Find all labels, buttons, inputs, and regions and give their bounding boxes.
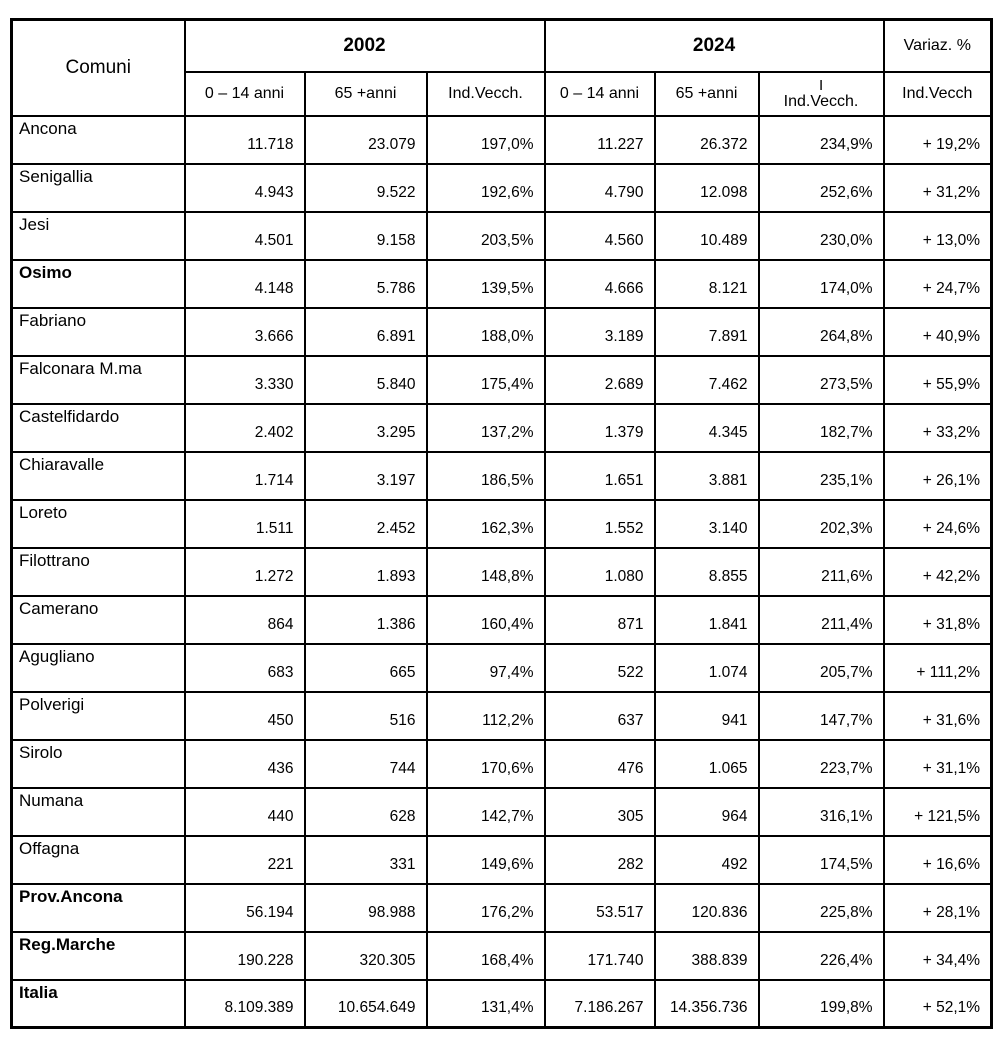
cell-2002-0-14: 221 bbox=[185, 836, 305, 884]
comune-name: Loreto bbox=[12, 500, 185, 548]
comune-name: Ancona bbox=[12, 116, 185, 164]
cell-2024-indvecch: 202,3% bbox=[759, 500, 884, 548]
table-row bbox=[12, 932, 992, 980]
comune-name: Chiaravalle bbox=[12, 452, 185, 500]
cell-2024-65plus: 492 bbox=[655, 836, 759, 884]
table-row bbox=[12, 500, 992, 548]
cell-2002-65plus: 628 bbox=[305, 788, 427, 836]
cell-2002-65plus: 5.840 bbox=[305, 356, 427, 404]
comune-name: Agugliano bbox=[12, 644, 185, 692]
comune-name: Fabriano bbox=[12, 308, 185, 356]
comune-name: Reg.Marche bbox=[12, 932, 185, 980]
cell-2024-indvecch: 264,8% bbox=[759, 308, 884, 356]
table-row bbox=[12, 260, 992, 308]
cell-2024-0-14: 305 bbox=[545, 788, 655, 836]
cell-variaz: + 19,2% bbox=[884, 116, 992, 164]
group-header-row bbox=[12, 20, 992, 72]
comune-name: Italia bbox=[12, 980, 185, 1028]
col-2002-0-14-header: 0 – 14 anni bbox=[185, 72, 305, 116]
cell-2002-indvecch: 97,4% bbox=[427, 644, 545, 692]
cell-variaz: + 34,4% bbox=[884, 932, 992, 980]
cell-2024-0-14: 522 bbox=[545, 644, 655, 692]
cell-2024-indvecch: 235,1% bbox=[759, 452, 884, 500]
aging-index-table bbox=[10, 18, 993, 1029]
cell-2024-0-14: 476 bbox=[545, 740, 655, 788]
table-row bbox=[12, 692, 992, 740]
cell-2002-65plus: 1.386 bbox=[305, 596, 427, 644]
cell-2002-indvecch: 139,5% bbox=[427, 260, 545, 308]
cell-variaz: + 16,6% bbox=[884, 836, 992, 884]
cell-2002-0-14: 440 bbox=[185, 788, 305, 836]
cell-2002-0-14: 4.501 bbox=[185, 212, 305, 260]
cell-2002-65plus: 10.654.649 bbox=[305, 980, 427, 1028]
cell-2002-indvecch: 131,4% bbox=[427, 980, 545, 1028]
cell-2024-65plus: 964 bbox=[655, 788, 759, 836]
table-row bbox=[12, 404, 992, 452]
cell-2002-65plus: 3.295 bbox=[305, 404, 427, 452]
col-2024-0-14-header: 0 – 14 anni bbox=[545, 72, 655, 116]
cell-2002-indvecch: 148,8% bbox=[427, 548, 545, 596]
cell-variaz: + 13,0% bbox=[884, 212, 992, 260]
cell-2024-65plus: 10.489 bbox=[655, 212, 759, 260]
cell-2002-indvecch: 197,0% bbox=[427, 116, 545, 164]
col-variaz-indvecch-header: Ind.Vecch bbox=[884, 72, 992, 116]
cell-2002-0-14: 3.666 bbox=[185, 308, 305, 356]
cell-2024-indvecch: 252,6% bbox=[759, 164, 884, 212]
cell-2024-65plus: 3.140 bbox=[655, 500, 759, 548]
comune-name: Sirolo bbox=[12, 740, 185, 788]
cell-2002-0-14: 8.109.389 bbox=[185, 980, 305, 1028]
cell-variaz: + 24,6% bbox=[884, 500, 992, 548]
cell-2002-65plus: 665 bbox=[305, 644, 427, 692]
cell-2002-0-14: 190.228 bbox=[185, 932, 305, 980]
cell-2002-0-14: 1.511 bbox=[185, 500, 305, 548]
table-body bbox=[12, 116, 992, 1028]
cell-2024-65plus: 388.839 bbox=[655, 932, 759, 980]
cell-variaz: + 31,1% bbox=[884, 740, 992, 788]
cell-2024-indvecch: 230,0% bbox=[759, 212, 884, 260]
cell-2024-indvecch: 174,0% bbox=[759, 260, 884, 308]
table-row bbox=[12, 788, 992, 836]
year-2002-group-header: 2002 bbox=[185, 20, 545, 72]
year-2024-group-header: 2024 bbox=[545, 20, 884, 72]
comune-name: Osimo bbox=[12, 260, 185, 308]
cell-variaz: + 111,2% bbox=[884, 644, 992, 692]
cell-2024-65plus: 1.074 bbox=[655, 644, 759, 692]
cell-variaz: + 42,2% bbox=[884, 548, 992, 596]
comune-name: Numana bbox=[12, 788, 185, 836]
col-2002-65plus-header: 65 +anni bbox=[305, 72, 427, 116]
table-row bbox=[12, 356, 992, 404]
cell-variaz: + 26,1% bbox=[884, 452, 992, 500]
cell-2002-0-14: 4.148 bbox=[185, 260, 305, 308]
cell-2024-indvecch: 205,7% bbox=[759, 644, 884, 692]
cell-2002-65plus: 320.305 bbox=[305, 932, 427, 980]
cell-2002-65plus: 5.786 bbox=[305, 260, 427, 308]
cell-2002-0-14: 3.330 bbox=[185, 356, 305, 404]
col-2002-indvecch-header: Ind.Vecch. bbox=[427, 72, 545, 116]
cell-variaz: + 55,9% bbox=[884, 356, 992, 404]
cell-2002-0-14: 4.943 bbox=[185, 164, 305, 212]
cell-2024-indvecch: 225,8% bbox=[759, 884, 884, 932]
table-row bbox=[12, 740, 992, 788]
cell-2002-65plus: 744 bbox=[305, 740, 427, 788]
cell-2002-65plus: 331 bbox=[305, 836, 427, 884]
cell-2024-indvecch: 211,4% bbox=[759, 596, 884, 644]
table-row bbox=[12, 836, 992, 884]
cell-2002-65plus: 9.522 bbox=[305, 164, 427, 212]
cell-variaz: + 24,7% bbox=[884, 260, 992, 308]
comune-name: Offagna bbox=[12, 836, 185, 884]
cell-2024-65plus: 4.345 bbox=[655, 404, 759, 452]
cell-2002-indvecch: 142,7% bbox=[427, 788, 545, 836]
cell-2002-indvecch: 168,4% bbox=[427, 932, 545, 980]
cell-2002-65plus: 3.197 bbox=[305, 452, 427, 500]
col-2024-indvecch-header bbox=[759, 72, 884, 116]
cell-2002-65plus: 2.452 bbox=[305, 500, 427, 548]
cell-2024-indvecch: 174,5% bbox=[759, 836, 884, 884]
cell-variaz: + 33,2% bbox=[884, 404, 992, 452]
cell-2002-indvecch: 188,0% bbox=[427, 308, 545, 356]
cell-2002-indvecch: 176,2% bbox=[427, 884, 545, 932]
cell-2002-indvecch: 149,6% bbox=[427, 836, 545, 884]
comune-name: Jesi bbox=[12, 212, 185, 260]
table-row bbox=[12, 644, 992, 692]
table-row bbox=[12, 116, 992, 164]
table-row bbox=[12, 596, 992, 644]
cell-2024-65plus: 7.462 bbox=[655, 356, 759, 404]
cell-2002-0-14: 2.402 bbox=[185, 404, 305, 452]
col-2024-indvecch-header-stray-i: I bbox=[818, 76, 824, 94]
cell-2024-65plus: 7.891 bbox=[655, 308, 759, 356]
cell-2024-0-14: 1.552 bbox=[545, 500, 655, 548]
cell-2024-indvecch: 199,8% bbox=[759, 980, 884, 1028]
cell-2024-indvecch: 147,7% bbox=[759, 692, 884, 740]
cell-2002-indvecch: 170,6% bbox=[427, 740, 545, 788]
cell-2024-0-14: 4.790 bbox=[545, 164, 655, 212]
cell-2024-0-14: 2.689 bbox=[545, 356, 655, 404]
cell-2024-0-14: 53.517 bbox=[545, 884, 655, 932]
cell-variaz: + 31,8% bbox=[884, 596, 992, 644]
cell-2002-0-14: 864 bbox=[185, 596, 305, 644]
cell-2024-65plus: 8.855 bbox=[655, 548, 759, 596]
cell-2024-65plus: 14.356.736 bbox=[655, 980, 759, 1028]
table-row bbox=[12, 308, 992, 356]
cell-2002-indvecch: 175,4% bbox=[427, 356, 545, 404]
cell-2024-65plus: 941 bbox=[655, 692, 759, 740]
cell-2024-65plus: 8.121 bbox=[655, 260, 759, 308]
cell-2024-0-14: 4.560 bbox=[545, 212, 655, 260]
cell-2002-indvecch: 162,3% bbox=[427, 500, 545, 548]
cell-2024-0-14: 871 bbox=[545, 596, 655, 644]
cell-2024-0-14: 1.379 bbox=[545, 404, 655, 452]
cell-2024-65plus: 120.836 bbox=[655, 884, 759, 932]
col-2024-65plus-header: 65 +anni bbox=[655, 72, 759, 116]
comune-name: Castelfidardo bbox=[12, 404, 185, 452]
table-row bbox=[12, 212, 992, 260]
cell-2002-65plus: 98.988 bbox=[305, 884, 427, 932]
cell-2024-0-14: 7.186.267 bbox=[545, 980, 655, 1028]
comune-name: Falconara M.ma bbox=[12, 356, 185, 404]
cell-2024-65plus: 12.098 bbox=[655, 164, 759, 212]
cell-2024-0-14: 11.227 bbox=[545, 116, 655, 164]
cell-2024-0-14: 171.740 bbox=[545, 932, 655, 980]
cell-2002-65plus: 1.893 bbox=[305, 548, 427, 596]
table-row bbox=[12, 884, 992, 932]
cell-2024-0-14: 282 bbox=[545, 836, 655, 884]
cell-2002-0-14: 1.272 bbox=[185, 548, 305, 596]
table-row bbox=[12, 164, 992, 212]
cell-2002-0-14: 11.718 bbox=[185, 116, 305, 164]
cell-2002-indvecch: 137,2% bbox=[427, 404, 545, 452]
cell-variaz: + 52,1% bbox=[884, 980, 992, 1028]
comune-name: Senigallia bbox=[12, 164, 185, 212]
cell-variaz: + 31,2% bbox=[884, 164, 992, 212]
cell-2002-indvecch: 112,2% bbox=[427, 692, 545, 740]
cell-2024-65plus: 1.841 bbox=[655, 596, 759, 644]
cell-2024-0-14: 637 bbox=[545, 692, 655, 740]
cell-2024-indvecch: 211,6% bbox=[759, 548, 884, 596]
cell-2002-0-14: 683 bbox=[185, 644, 305, 692]
cell-2024-65plus: 1.065 bbox=[655, 740, 759, 788]
cell-2024-indvecch: 316,1% bbox=[759, 788, 884, 836]
table-row bbox=[12, 452, 992, 500]
variaz-percent-header: Variaz. % bbox=[884, 20, 992, 72]
cell-2002-65plus: 516 bbox=[305, 692, 427, 740]
comune-name: Camerano bbox=[12, 596, 185, 644]
cell-2002-0-14: 1.714 bbox=[185, 452, 305, 500]
cell-2002-indvecch: 203,5% bbox=[427, 212, 545, 260]
cell-2024-0-14: 4.666 bbox=[545, 260, 655, 308]
cell-2002-indvecch: 186,5% bbox=[427, 452, 545, 500]
col-2024-indvecch-header-label: Ind.Vecch. bbox=[783, 92, 859, 110]
cell-variaz: + 40,9% bbox=[884, 308, 992, 356]
cell-2024-65plus: 26.372 bbox=[655, 116, 759, 164]
cell-variaz: + 121,5% bbox=[884, 788, 992, 836]
cell-2002-65plus: 9.158 bbox=[305, 212, 427, 260]
cell-2024-0-14: 3.189 bbox=[545, 308, 655, 356]
cell-2024-65plus: 3.881 bbox=[655, 452, 759, 500]
cell-variaz: + 31,6% bbox=[884, 692, 992, 740]
cell-2024-indvecch: 226,4% bbox=[759, 932, 884, 980]
cell-2002-65plus: 23.079 bbox=[305, 116, 427, 164]
cell-variaz: + 28,1% bbox=[884, 884, 992, 932]
comune-name: Prov.Ancona bbox=[12, 884, 185, 932]
cell-2024-0-14: 1.651 bbox=[545, 452, 655, 500]
cell-2024-indvecch: 223,7% bbox=[759, 740, 884, 788]
cell-2002-indvecch: 160,4% bbox=[427, 596, 545, 644]
comuni-column-header: Comuni bbox=[12, 20, 185, 116]
cell-2024-indvecch: 182,7% bbox=[759, 404, 884, 452]
cell-2002-0-14: 436 bbox=[185, 740, 305, 788]
comune-name: Polverigi bbox=[12, 692, 185, 740]
cell-2002-0-14: 450 bbox=[185, 692, 305, 740]
cell-2002-indvecch: 192,6% bbox=[427, 164, 545, 212]
cell-2024-indvecch: 234,9% bbox=[759, 116, 884, 164]
table-row bbox=[12, 548, 992, 596]
comune-name: Filottrano bbox=[12, 548, 185, 596]
cell-2024-indvecch: 273,5% bbox=[759, 356, 884, 404]
cell-2002-65plus: 6.891 bbox=[305, 308, 427, 356]
cell-2024-0-14: 1.080 bbox=[545, 548, 655, 596]
cell-2002-0-14: 56.194 bbox=[185, 884, 305, 932]
table-row bbox=[12, 980, 992, 1028]
